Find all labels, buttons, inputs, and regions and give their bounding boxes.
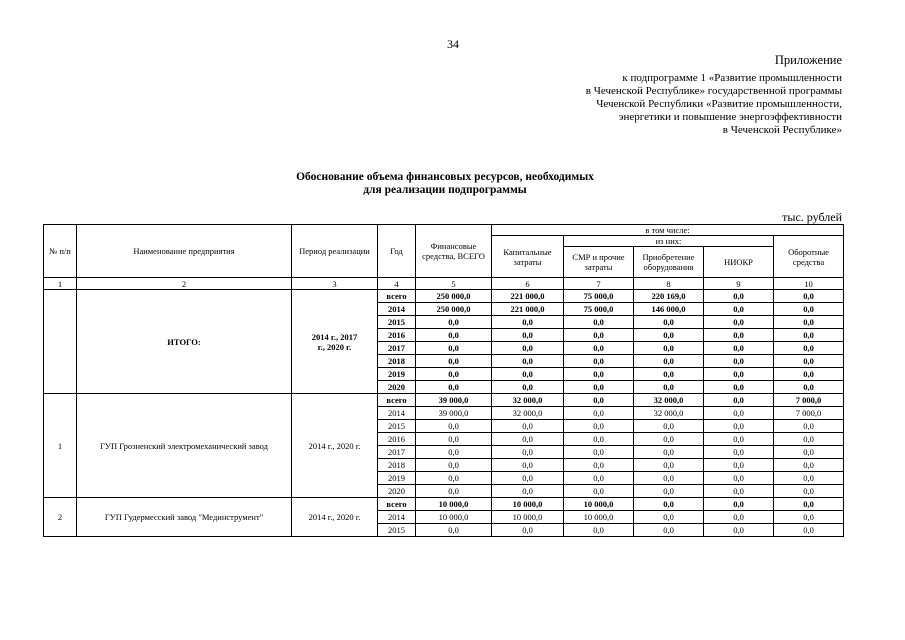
value-cell: 0,0: [416, 329, 492, 342]
value-cell: 0,0: [634, 329, 704, 342]
year-cell: 2015: [378, 316, 416, 329]
row-number: 1: [44, 394, 77, 498]
value-cell: 0,0: [774, 355, 844, 368]
value-cell: 0,0: [774, 446, 844, 459]
table-body: [44, 278, 844, 537]
value-cell: 0,0: [492, 342, 564, 355]
value-cell: 0,0: [634, 342, 704, 355]
value-cell: 0,0: [416, 485, 492, 498]
value-cell: 0,0: [492, 355, 564, 368]
value-cell: 0,0: [416, 316, 492, 329]
value-cell: 0,0: [704, 498, 774, 511]
value-cell: 0,0: [704, 290, 774, 303]
year-cell: 2017: [378, 342, 416, 355]
value-cell: 0,0: [416, 433, 492, 446]
value-cell: 0,0: [704, 485, 774, 498]
value-cell: 0,0: [564, 329, 634, 342]
appendix-text: [586, 72, 842, 137]
financial-table: [43, 224, 844, 537]
value-cell: 0,0: [774, 290, 844, 303]
header-of-which: из них:: [564, 236, 774, 247]
value-cell: 0,0: [416, 381, 492, 394]
value-cell: 0,0: [564, 485, 634, 498]
year-cell: 2014: [378, 511, 416, 524]
value-cell: 0,0: [634, 420, 704, 433]
value-cell: 0,0: [492, 524, 564, 537]
value-cell: 0,0: [492, 446, 564, 459]
value-cell: 0,0: [634, 472, 704, 485]
header-name: Наименование предприятия: [77, 225, 292, 278]
year-cell: 2019: [378, 472, 416, 485]
header-smr: СМР и прочие затраты: [564, 247, 634, 278]
value-cell: 0,0: [774, 472, 844, 485]
value-cell: 0,0: [564, 472, 634, 485]
value-cell: 0,0: [564, 407, 634, 420]
value-cell: 221 000,0: [492, 303, 564, 316]
header-equipment: Приобретение оборудования: [634, 247, 704, 278]
value-cell: 0,0: [774, 342, 844, 355]
value-cell: 0,0: [704, 433, 774, 446]
value-cell: 221 000,0: [492, 290, 564, 303]
header-num: № п/п: [44, 225, 77, 278]
units-label: тыс. рублей: [782, 210, 842, 224]
value-cell: 0,0: [634, 511, 704, 524]
value-cell: 75 000,0: [564, 290, 634, 303]
value-cell: 0,0: [564, 316, 634, 329]
appendix-title: Приложение: [774, 53, 842, 67]
year-cell: 2014: [378, 407, 416, 420]
header-capital: Капитальные затраты: [492, 236, 564, 278]
value-cell: 0,0: [704, 368, 774, 381]
value-cell: 0,0: [634, 316, 704, 329]
value-cell: 0,0: [416, 355, 492, 368]
value-cell: 0,0: [564, 368, 634, 381]
period: 2014 г., 2017 г., 2020 г.: [292, 290, 378, 394]
value-cell: 0,0: [492, 459, 564, 472]
value-cell: 146 000,0: [634, 303, 704, 316]
value-cell: 0,0: [634, 524, 704, 537]
year-cell: всего: [378, 290, 416, 303]
enterprise-name: ИТОГО:: [77, 290, 292, 394]
column-number: 6: [492, 278, 564, 290]
value-cell: 7 000,0: [774, 407, 844, 420]
value-cell: 0,0: [492, 485, 564, 498]
value-cell: 0,0: [492, 420, 564, 433]
value-cell: 39 000,0: [416, 407, 492, 420]
year-cell: 2018: [378, 355, 416, 368]
document-title: [190, 171, 700, 197]
value-cell: 0,0: [416, 446, 492, 459]
enterprise-name: ГУП Гудермесский завод "Мединструмент": [77, 498, 292, 537]
appendix-line: к подпрограмме 1 «Развитие промышленности: [622, 72, 842, 84]
value-cell: 0,0: [774, 524, 844, 537]
value-cell: 0,0: [492, 433, 564, 446]
value-cell: 0,0: [774, 498, 844, 511]
value-cell: 0,0: [704, 316, 774, 329]
year-cell: 2016: [378, 329, 416, 342]
column-number: 4: [378, 278, 416, 290]
value-cell: 0,0: [704, 355, 774, 368]
year-cell: всего: [378, 498, 416, 511]
value-cell: 0,0: [416, 420, 492, 433]
value-cell: 0,0: [564, 342, 634, 355]
value-cell: 0,0: [704, 381, 774, 394]
value-cell: 0,0: [492, 316, 564, 329]
value-cell: 10 000,0: [564, 511, 634, 524]
value-cell: 0,0: [492, 329, 564, 342]
appendix-line: Чеченской Республики «Развитие промышленности,: [596, 98, 842, 110]
value-cell: 0,0: [634, 459, 704, 472]
value-cell: 10 000,0: [492, 498, 564, 511]
value-cell: 10 000,0: [416, 498, 492, 511]
period: 2014 г., 2020 г.: [292, 498, 378, 537]
header-year: Год: [378, 225, 416, 278]
value-cell: 0,0: [634, 368, 704, 381]
value-cell: 0,0: [416, 459, 492, 472]
column-number: 8: [634, 278, 704, 290]
appendix-line: в Чеченской Республике»: [722, 124, 842, 136]
column-number: 10: [774, 278, 844, 290]
appendix-line: в Чеченской Республике» государственной программы: [585, 85, 842, 97]
value-cell: 0,0: [774, 303, 844, 316]
appendix-line: энергетики и повышение энергоэффективности: [618, 111, 842, 123]
value-cell: 0,0: [704, 329, 774, 342]
page-number: 34: [447, 37, 459, 51]
document-title-line: для реализации подпрограммы: [363, 184, 527, 196]
value-cell: 0,0: [704, 524, 774, 537]
value-cell: 10 000,0: [564, 498, 634, 511]
year-cell: 2016: [378, 433, 416, 446]
value-cell: 32 000,0: [492, 394, 564, 407]
value-cell: 0,0: [704, 459, 774, 472]
value-cell: 0,0: [564, 524, 634, 537]
year-cell: 2020: [378, 381, 416, 394]
column-number: 9: [704, 278, 774, 290]
year-cell: 2015: [378, 420, 416, 433]
row-number: 2: [44, 498, 77, 537]
value-cell: 0,0: [564, 446, 634, 459]
value-cell: 0,0: [704, 407, 774, 420]
value-cell: 0,0: [416, 472, 492, 485]
value-cell: 0,0: [564, 381, 634, 394]
column-number: 7: [564, 278, 634, 290]
value-cell: 0,0: [774, 381, 844, 394]
value-cell: 0,0: [774, 420, 844, 433]
column-number: 3: [292, 278, 378, 290]
year-cell: 2018: [378, 459, 416, 472]
value-cell: 39 000,0: [416, 394, 492, 407]
value-cell: 32 000,0: [492, 407, 564, 420]
value-cell: 0,0: [774, 316, 844, 329]
value-cell: 0,0: [634, 381, 704, 394]
year-cell: 2019: [378, 368, 416, 381]
value-cell: 0,0: [774, 368, 844, 381]
value-cell: 0,0: [634, 485, 704, 498]
document-title-line: Обоснование объема финансовых ресурсов, необходимых: [296, 171, 594, 183]
value-cell: 0,0: [564, 420, 634, 433]
value-cell: 0,0: [416, 342, 492, 355]
column-numbers-row: [44, 278, 844, 290]
header-including: в том числе:: [492, 225, 844, 236]
table-row: [44, 394, 844, 407]
column-number: 5: [416, 278, 492, 290]
value-cell: 10 000,0: [416, 511, 492, 524]
value-cell: 0,0: [416, 524, 492, 537]
header-niokr: НИОКР: [704, 247, 774, 278]
year-cell: 2020: [378, 485, 416, 498]
value-cell: 0,0: [492, 472, 564, 485]
value-cell: 0,0: [492, 381, 564, 394]
value-cell: 0,0: [564, 394, 634, 407]
table-row: [44, 290, 844, 303]
header-total: Финансовые средства, ВСЕГО: [416, 225, 492, 278]
value-cell: 0,0: [774, 433, 844, 446]
value-cell: 0,0: [704, 472, 774, 485]
value-cell: 0,0: [564, 459, 634, 472]
value-cell: 32 000,0: [634, 407, 704, 420]
value-cell: 220 169,0: [634, 290, 704, 303]
header-period: Период реализации: [292, 225, 378, 278]
value-cell: 0,0: [704, 511, 774, 524]
year-cell: 2014: [378, 303, 416, 316]
value-cell: 250 000,0: [416, 290, 492, 303]
value-cell: 0,0: [564, 355, 634, 368]
year-cell: 2015: [378, 524, 416, 537]
value-cell: 0,0: [634, 355, 704, 368]
value-cell: 0,0: [704, 394, 774, 407]
value-cell: 0,0: [704, 303, 774, 316]
value-cell: 0,0: [634, 446, 704, 459]
row-number: [44, 290, 77, 394]
value-cell: 7 000,0: [774, 394, 844, 407]
value-cell: 75 000,0: [564, 303, 634, 316]
value-cell: 0,0: [634, 433, 704, 446]
column-number: 2: [77, 278, 292, 290]
value-cell: 0,0: [774, 485, 844, 498]
value-cell: 0,0: [564, 433, 634, 446]
year-cell: 2017: [378, 446, 416, 459]
table-row: [44, 498, 844, 511]
value-cell: 32 000,0: [634, 394, 704, 407]
value-cell: 0,0: [704, 420, 774, 433]
value-cell: 0,0: [416, 368, 492, 381]
value-cell: 0,0: [704, 446, 774, 459]
enterprise-name: ГУП Грозненский электромеханический завод: [77, 394, 292, 498]
header-working: Оборотные средства: [774, 236, 844, 278]
value-cell: 0,0: [634, 498, 704, 511]
value-cell: 0,0: [774, 511, 844, 524]
period: 2014 г., 2020 г.: [292, 394, 378, 498]
column-number: 1: [44, 278, 77, 290]
value-cell: 10 000,0: [492, 511, 564, 524]
value-cell: 0,0: [704, 342, 774, 355]
year-cell: всего: [378, 394, 416, 407]
value-cell: 0,0: [492, 368, 564, 381]
value-cell: 0,0: [774, 459, 844, 472]
value-cell: 0,0: [774, 329, 844, 342]
value-cell: 250 000,0: [416, 303, 492, 316]
